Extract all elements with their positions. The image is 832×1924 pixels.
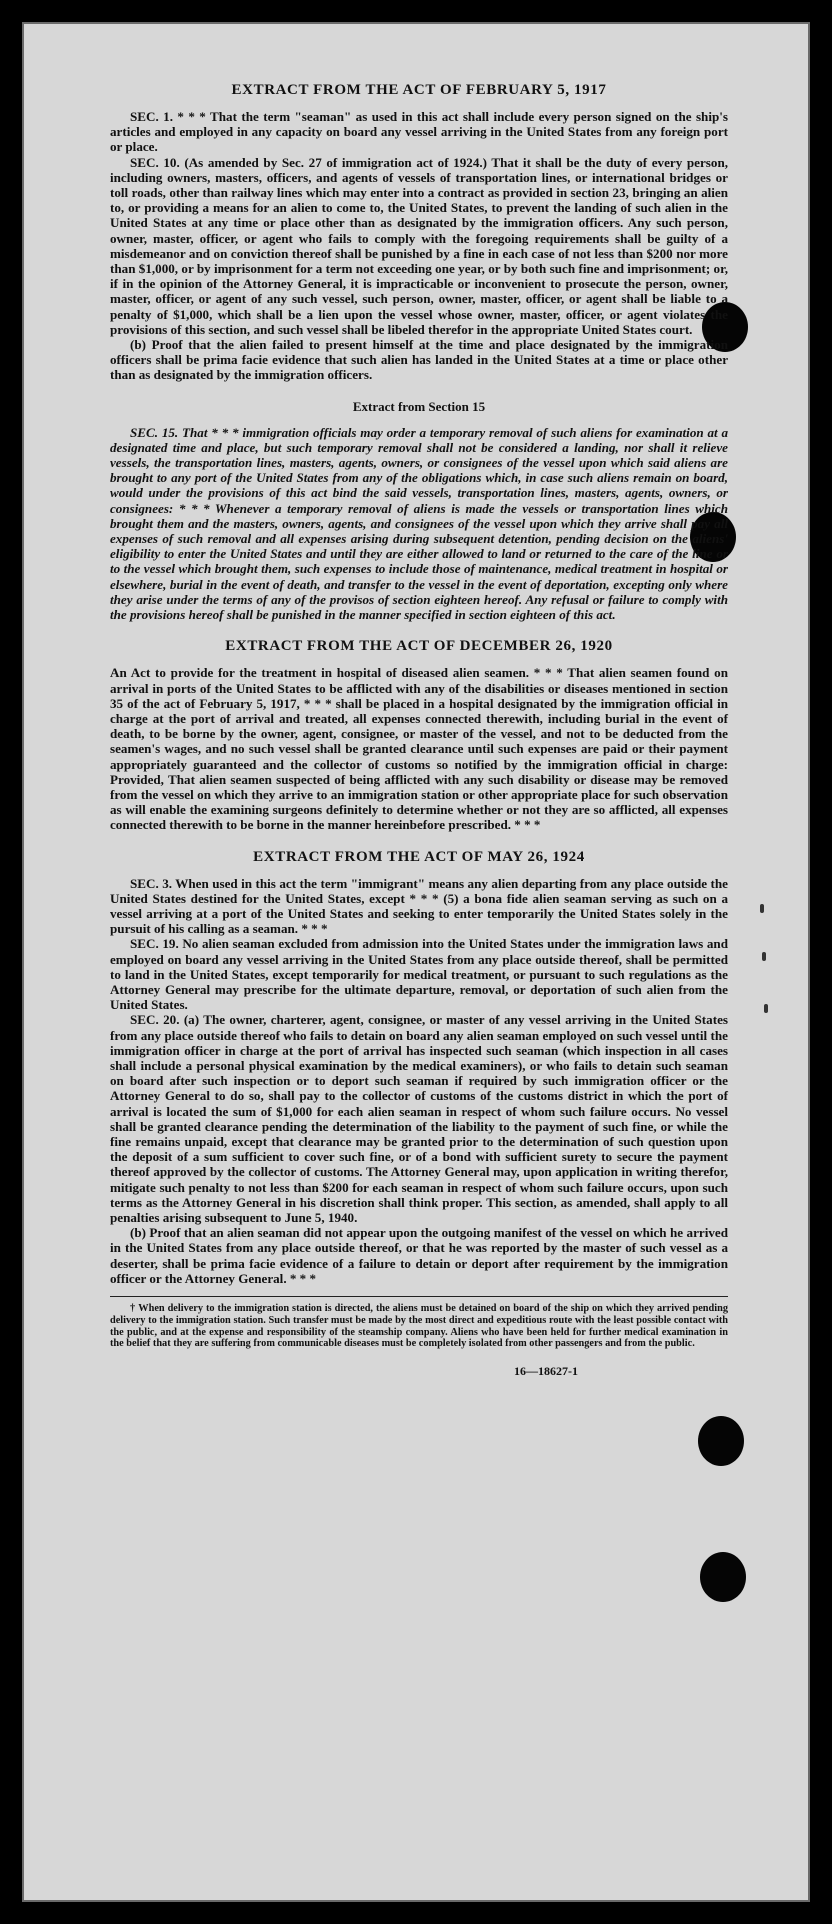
heading-section-15: Extract from Section 15 [352,398,486,414]
section-3-paragraph: SEC. 3. When used in this act the term "immigrant" means any alien departing from any place outside the United States destined for the United States, except * * * (5) a bona fide alien seaman serving as such on a vessel arriving at a port of the United States and seeking to enter temporarily the United States solely in the pursuit of his calling as a seaman. * * * [110,875,728,937]
footnote-text: † When delivery to the immigration station is directed, the aliens must be detained on board of the ship on which they arrived pending delivery to the immigration station. Such transfer must be made by the most direct and expeditious route with the least possible contact with the public, and at the expense and responsibility of the steamship company. Aliens who have been held for further medical examination in the belief that they are suffering from communicable diseases must be completely isolated from other passengers and from the public. [110,1303,728,1350]
section-19-paragraph: SEC. 19. No alien seaman excluded from admission into the United States under the immigration laws and employed on board any vessel arriving in the United States from any place outside thereof, shall be permitted to land in the United States, except temporarily for medical treatment, or pursuant to such regulations as the Attorney General may prescribe for the ultimate departure, removal, or deportation of such alien from the United States. [110,936,728,1013]
punch-hole [698,1416,744,1466]
act-1920-paragraph: An Act to provide for the treatment in hospital of diseased alien seamen. * * * That alien seamen found on arrival in ports of the United States to be afflicted with any of the disabilities or diseases mentioned in section 35 of the act of February 5, 1917, * * * shall be placed in a hospital designated by the immigration official in charge at the port of arrival and treated, all expenses connected therewith, including burial in the event of death, to be borne by the owner, agent, consignee, or master of the vessel, and not to be deducted from the seamen's wages, and no such vessel shall be granted clearance until such expenses are paid or their payment appropriately guaranteed and the collector of customs so notified by the immigration official in charge: Provided, That alien seamen suspected of being afflicted with any such disability or disease may be removed from the vessel on which they arrive to an immigration station or other appropriate place for such observation as will enable the examining surgeons definitely to determine whether or not they are so afflicted, all expenses connected therewith to be borne in the manner hereinbefore prescribed. * * * [110,665,728,833]
section-10-b-paragraph: (b) Proof that the alien failed to present himself at the time and place designated by the immigration officers shall be prima facie evidence that such alien has landed in the United States at a time or place other than as designated by the immigration officers. [110,337,728,383]
scan-mark [762,952,766,961]
section-20-b-paragraph: (b) Proof that an alien seaman did not appear upon the outgoing manifest of the vessel on which he arrived in the United States from any place outside thereof, or that he was reported by the master of such vessel as a deserter, shall be prima facie evidence of a failure to detain or deport after requirement by the immigration officer or the Attorney General. * * * [110,1225,728,1286]
document-page [22,22,810,1902]
section-10-paragraph: SEC. 10. (As amended by Sec. 27 of immigration act of 1924.) That it shall be the duty of every person, including owners, masters, officers, and agents of vessels of transportation lines, or international bridges or toll roads, other than railway lines which may enter into a contract as provided in section 23, bringing an alien to, or providing a means for an alien to come to, the United States, to prevent the landing of such alien in the United States at any time or place other than as designated by the immigration officers. Any such person, owner, master, officer, or agent who fails to comply with the foregoing requirements shall be guilty of a misdemeanor and on conviction thereof shall be punished by a fine in each case of not less than $200 nor more than $1,000, or by imprisonment for a term not exceeding one year, or by both such fine and imprisonment; or, if in the opinion of the Attorney General, it is impracticable or inconvenient to prosecute the person, owner, master, officer, or agent of any such vessel, such person, owner, master, officer, or agent shall be liable to a penalty of $1,000, which shall be a lien upon the vessel whose owner, master, officer, or agent violates the provisions of this section, and such vessel shall be libeled therefor in the appropriate United States court. [110,154,728,337]
section-1-paragraph: SEC. 1. * * * That the term "seaman" as used in this act shall include every person signed on the ship's articles and employed in any capacity on board any vessel arriving in the United States from any foreign port or place. [110,109,728,155]
scan-mark [764,1004,768,1013]
document-body [110,82,728,1379]
scan-mark [760,904,764,913]
section-20-a-paragraph: SEC. 20. (a) The owner, charterer, agent, consignee, or master of any vessel arriving in the United States from any place outside thereof who fails to detain on board any alien seaman employed on such vessel until the immigration officer in charge at the port of arrival has inspected such seaman (which inspection in all cases shall include a personal physical examination by the medical examiners), or who fails to detain such seaman on board after such inspection or to deport such seaman if required by such immigration officer or the Attorney General to do so, shall pay to the collector of customs of the customs district in which the port of arrival is located the sum of $1,000 for each alien seaman in respect of whom such failure occurs. No vessel shall be granted clearance pending the determination of the liability to the payment of such fine, or while the fine remains unpaid, except that clearance may be granted prior to the determination of such question upon the deposit of a sum sufficient to cover such fine, or of a bond with sufficient surety to secure the payment thereof approved by the collector of customs. The Attorney General may, upon application in writing therefor, mitigate such penalty to not less than $200 for each seaman in respect of whom such failure occurs, upon such terms as the Attorney General in his discretion shall think proper. This section, as amended, shall apply to all penalties arising subsequent to June 5, 1940. [110,1012,728,1225]
heading-act-may-1924: EXTRACT FROM THE ACT OF MAY 26, 1924 [253,848,585,865]
section-15-paragraph: SEC. 15. That * * * immigration officials may order a temporary removal of such aliens for examination at a designated time and place, but such temporary removal shall not be considered a landing, nor shall it relieve vessels, the transportation lines, masters, agents, owners, or consignees of the vessel upon which said aliens are brought to any port of the United States from any of the obligations which, in case such aliens remain on board, would under the provisions of this act bind the said vessels, transportation lines, masters, agents, owners, or consignees: * * * Whenever a temporary removal of aliens is made the vessels or transportation lines which brought them and the masters, owners, agents, and consignees of the vessel upon which they arrive shall pay all expenses of such removal and all expenses arising during subsequent detention, pending decision on the aliens' eligibility to enter the United States and until they are either allowed to land or returned to the care of the line or to the vessel which brought them, such expenses to include those of maintenance, medical treatment in hospital or elsewhere, burial in the event of death, and transfer to the vessel in the event of deportation, excepting only where they arise under the terms of any of the provisos of section eighteen hereof. Any refusal or failure to comply with the provisions hereof shall be punished in the manner specified in section eighteen of this act. [110,424,728,623]
footnote [110,1296,728,1350]
punch-hole [700,1552,746,1602]
heading-act-feb-1917: EXTRACT FROM THE ACT OF FEBRUARY 5, 1917 [231,82,607,98]
print-code: 16—18627-1 [514,1364,578,1379]
heading-act-dec-1920: EXTRACT FROM THE ACT OF DECEMBER 26, 1920 [225,638,613,655]
